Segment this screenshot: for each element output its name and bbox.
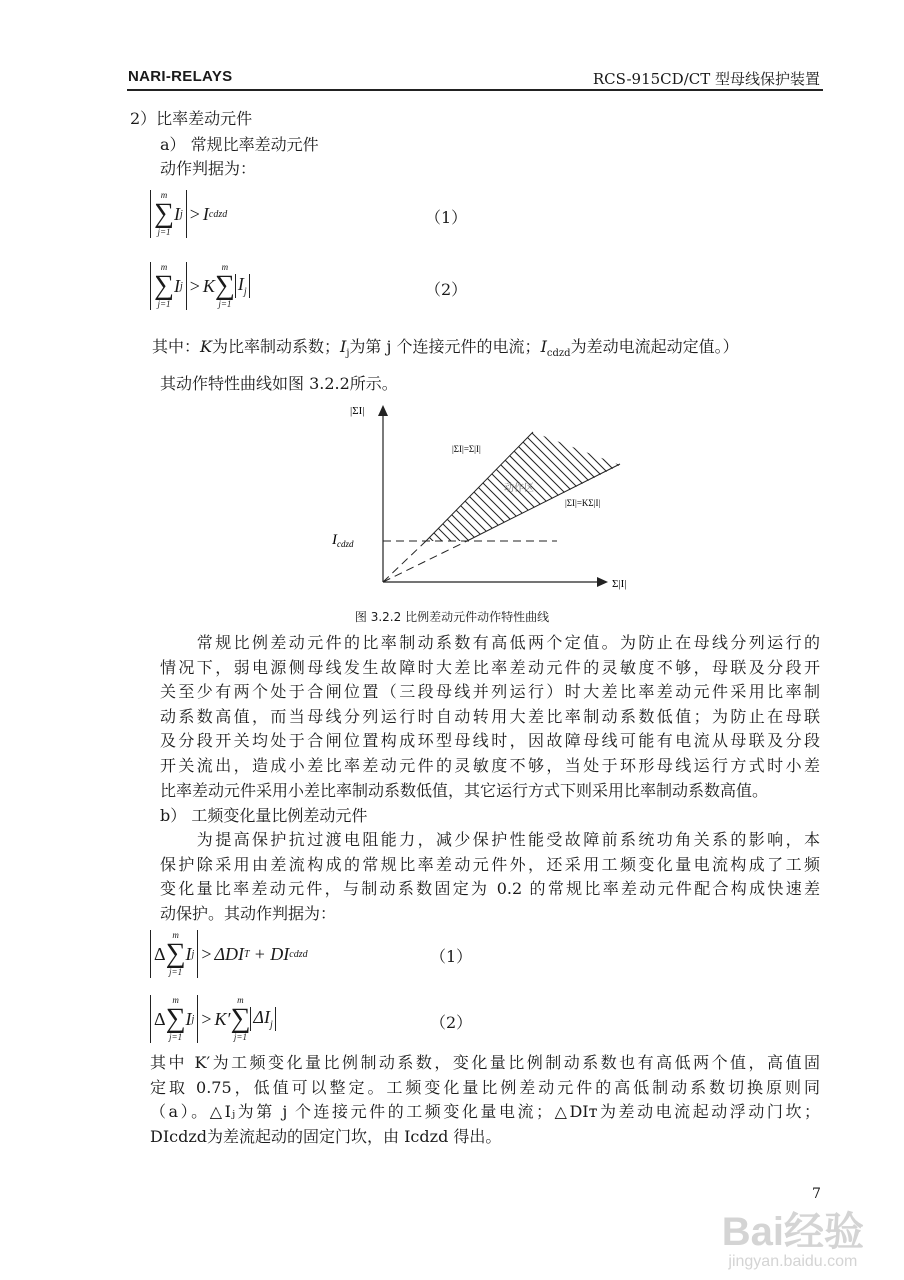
text-line: 比率差动元件采用小差比率制动系数低值，其它运行方式下则采用比率制动系数高值。	[160, 780, 769, 800]
hatch-line	[418, 400, 578, 560]
hatch-line	[490, 400, 650, 560]
hatch-line	[330, 400, 470, 560]
brand-header: NARI-RELAYS	[128, 68, 233, 85]
text-line: 变化量比率差动元件，与制动系数固定为 0.2 的常规比率差动元件配合构成快速差	[160, 879, 820, 899]
figure-caption: 图 3.2.2 比例差动元件动作特性曲线	[354, 610, 550, 624]
y-axis-label: |ΣI|	[350, 405, 365, 417]
hatch-line	[562, 400, 650, 560]
hatch-line	[544, 400, 650, 560]
lower-line-label: |ΣI|=KΣ|I|	[565, 498, 601, 508]
baidu-watermark	[722, 1212, 864, 1270]
text-line: DIcdzd为差流起动的固定门坎，由 Icdzd 得出。	[150, 1126, 502, 1146]
text-line: 保护除采用由差流构成的常规比率差动元件外，还采用工频变化量电流构成了工频	[160, 854, 820, 874]
subsection-a: a） 常规比率差动元件	[160, 135, 319, 154]
text-line: 动保护。其动作判据为：	[160, 903, 337, 923]
equation-1: m ∑ j=1 I j > I cdzd	[150, 190, 227, 238]
x-axis-label: Σ|I|	[612, 578, 627, 590]
y-axis-arrow-icon	[378, 405, 388, 416]
hatch-line	[472, 400, 632, 560]
where-clause: 其中：K为比率制动系数；$I_j$为第 j 个连接元件的电流；$I_{cdzd}$为差动电流起动定值。）	[152, 337, 739, 360]
watermark-logo: Bai经验	[721, 1210, 864, 1254]
hatch-line	[481, 400, 641, 560]
hatch-line	[517, 400, 650, 560]
hatch-line	[436, 400, 596, 560]
equation-b2-number: （2）	[430, 1013, 473, 1032]
hatch-line	[330, 400, 380, 560]
text-line: 动系数高值，而当母线分列运行时自动转用大差比率制动系数低值；为防止在母联	[160, 706, 820, 726]
hatch-line	[373, 400, 533, 560]
hatch-line	[445, 400, 605, 560]
text-line: 及分段开关均处于合闸位置构成环型母线时，因故障母线可能有电流从母联及分段	[160, 731, 820, 751]
header-divider	[127, 89, 823, 91]
document-title: RCS-915CD/CT 型母线保护装置	[592, 70, 820, 88]
text-line: 常规比例差动元件的比率制动系数有高低两个定值。为防止在母线分列运行的	[160, 633, 820, 652]
lower-extension-line	[383, 541, 467, 582]
hatch-line	[330, 400, 434, 560]
upper-line-label: |ΣI|=Σ|I|	[452, 444, 481, 454]
hatch-line	[346, 400, 506, 560]
hatch-line	[607, 400, 650, 560]
equation-b1: Δ m ∑ j=1 I j > ΔDI T + DI cdzd	[150, 930, 308, 978]
watermark-url: jingyan.baidu.com	[728, 1253, 858, 1270]
hatch-line	[355, 400, 515, 560]
characteristic-curve-figure	[330, 400, 650, 600]
hatch-line	[330, 400, 488, 560]
hatch-line	[598, 400, 650, 560]
hatch-line	[400, 400, 560, 560]
hatch-line	[463, 400, 623, 560]
equation-b2: Δ m ∑ j=1 I j > K′ m ∑ j=1 $\Delta I_j$	[150, 995, 276, 1043]
hatch-line	[616, 400, 650, 560]
icdzd-label: $I_{cdzd}$	[332, 532, 354, 549]
hatch-line	[643, 400, 650, 560]
equation-1-number: （1）	[425, 208, 468, 227]
curve-intro: 其动作特性曲线如图 3.2.2所示。	[160, 374, 398, 393]
criteria-label: 动作判据为：	[160, 159, 257, 178]
hatch-line	[580, 400, 650, 560]
text-line: 情况下，弱电源侧母线发生故障时大差比率差动元件的灵敏度不够，母联及分段开	[160, 657, 820, 677]
equation-b1-number: （1）	[430, 947, 473, 966]
subsection-b: b） 工频变化量比例差动元件	[160, 806, 368, 825]
text-line: （a）。△Iⱼ为第 j 个连接元件的工频变化量电流；△DIᴛ为差动电流起动浮动门坎；	[150, 1102, 820, 1122]
equation-2: m ∑ j=1 I j > K m ∑ j=1 $I_j$	[150, 262, 250, 310]
hatch-line	[330, 400, 389, 560]
hatch-line	[571, 400, 650, 560]
section-title: 2）比率差动元件	[130, 109, 253, 128]
text-line: 定取 0.75，低值可以整定。工频变化量比例差动元件的高低制动系数切换原则同	[150, 1077, 820, 1097]
hatch-line	[391, 400, 551, 560]
text-line: 开关流出，造成小差比率差动元件的灵敏度不够，当处于环形母线运行方式时小差	[160, 756, 820, 775]
hatch-line	[330, 400, 452, 560]
text-line: 关至少有两个处于合闸位置（三段母线并列运行）时大差比率差动元件采用比率制	[160, 682, 820, 702]
hatch-line	[589, 400, 650, 560]
hatch-line	[634, 400, 650, 560]
hatch-line	[382, 400, 542, 560]
text-line: 为提高保护抗过渡电阻能力，减少保护性能受故障前系统功角关系的影响，本	[160, 830, 820, 849]
x-axis-arrow-icon	[597, 577, 608, 587]
hatch-line	[330, 400, 443, 560]
hatch-line	[330, 400, 425, 560]
hatch-line	[330, 400, 407, 560]
hatch-line	[337, 400, 497, 560]
hatch-line	[427, 400, 587, 560]
operating-region-label: 动作区	[504, 483, 534, 494]
hatch-line	[330, 400, 461, 560]
hatch-line	[409, 400, 569, 560]
hatch-line	[625, 400, 650, 560]
upper-extension-line	[383, 541, 426, 582]
hatch-line	[330, 400, 416, 560]
hatch-line	[330, 400, 479, 560]
equation-2-number: （2）	[425, 280, 468, 299]
hatch-line	[553, 400, 650, 560]
hatch-line	[330, 400, 398, 560]
hatch-line	[364, 400, 524, 560]
hatch-line	[499, 400, 650, 560]
page-number: 7	[812, 1186, 821, 1202]
operating-region-hatch	[330, 400, 650, 560]
text-line: 其中 K′为工频变化量比例制动系数，变化量比例制动系数也有高低两个值，高值固	[150, 1053, 820, 1072]
